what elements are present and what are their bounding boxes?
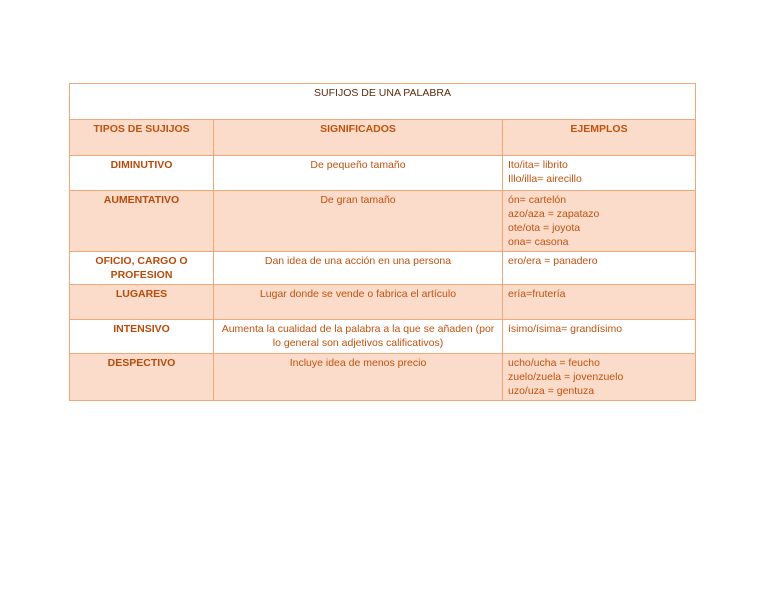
meaning-line: lo general son adjetivos calificativos) bbox=[272, 337, 444, 349]
meaning-cell: De gran tamaño bbox=[214, 191, 503, 252]
type-cell: DESPECTIVO bbox=[70, 354, 214, 401]
example-line: azo/aza = zapatazo bbox=[508, 208, 600, 220]
examples-cell bbox=[503, 320, 696, 354]
document-page bbox=[69, 83, 695, 401]
type-cell: INTENSIVO bbox=[70, 320, 214, 354]
header-significados: SIGNIFICADOS bbox=[214, 120, 503, 156]
header-tipos: TIPOS DE SUJIJOS bbox=[70, 120, 214, 156]
meaning-cell: Lugar donde se vende o fabrica el artículo bbox=[214, 285, 503, 320]
example-line: ucho/ucha = feucho bbox=[508, 357, 600, 369]
meaning-cell: Dan idea de una acción en una persona bbox=[214, 252, 503, 285]
example-line: ona= casona bbox=[508, 236, 569, 248]
meaning-cell bbox=[214, 320, 503, 354]
example-line: Illo/illa= airecillo bbox=[508, 173, 582, 185]
suffix-table bbox=[69, 83, 696, 401]
example-line: Ito/ita= librito bbox=[508, 159, 568, 171]
table-row bbox=[70, 252, 696, 285]
example-line: ón= cartelón bbox=[508, 194, 567, 206]
example-line: ísimo/ísima= grandísimo bbox=[508, 323, 623, 335]
type-line: OFICIO, CARGO O bbox=[95, 255, 188, 267]
meaning-cell: Incluye idea de menos precio bbox=[214, 354, 503, 401]
type-cell: AUMENTATIVO bbox=[70, 191, 214, 252]
table-row bbox=[70, 354, 696, 401]
table-title-row bbox=[70, 84, 696, 120]
example-line: ero/era = panadero bbox=[508, 255, 598, 267]
example-line: ería=frutería bbox=[508, 288, 566, 300]
examples-cell bbox=[503, 252, 696, 285]
examples-cell bbox=[503, 354, 696, 401]
table-row bbox=[70, 191, 696, 252]
examples-cell bbox=[503, 156, 696, 191]
example-line: zuelo/zuela = jovenzuelo bbox=[508, 371, 624, 383]
meaning-line: Aumenta la cualidad de la palabra a la que se añaden (por bbox=[221, 323, 495, 335]
type-cell bbox=[70, 252, 214, 285]
table-header-row bbox=[70, 120, 696, 156]
example-line: ote/ota = joyota bbox=[508, 222, 581, 234]
type-cell: DIMINUTIVO bbox=[70, 156, 214, 191]
examples-cell bbox=[503, 285, 696, 320]
table-row bbox=[70, 320, 696, 354]
table-row bbox=[70, 285, 696, 320]
example-line: uzo/uza = gentuza bbox=[508, 385, 595, 397]
examples-cell bbox=[503, 191, 696, 252]
type-cell: LUGARES bbox=[70, 285, 214, 320]
header-ejemplos: EJEMPLOS bbox=[503, 120, 696, 156]
table-title: SUFIJOS DE UNA PALABRA bbox=[70, 84, 696, 120]
type-line: PROFESION bbox=[110, 269, 173, 281]
meaning-cell: De pequeño tamaño bbox=[214, 156, 503, 191]
table-row bbox=[70, 156, 696, 191]
